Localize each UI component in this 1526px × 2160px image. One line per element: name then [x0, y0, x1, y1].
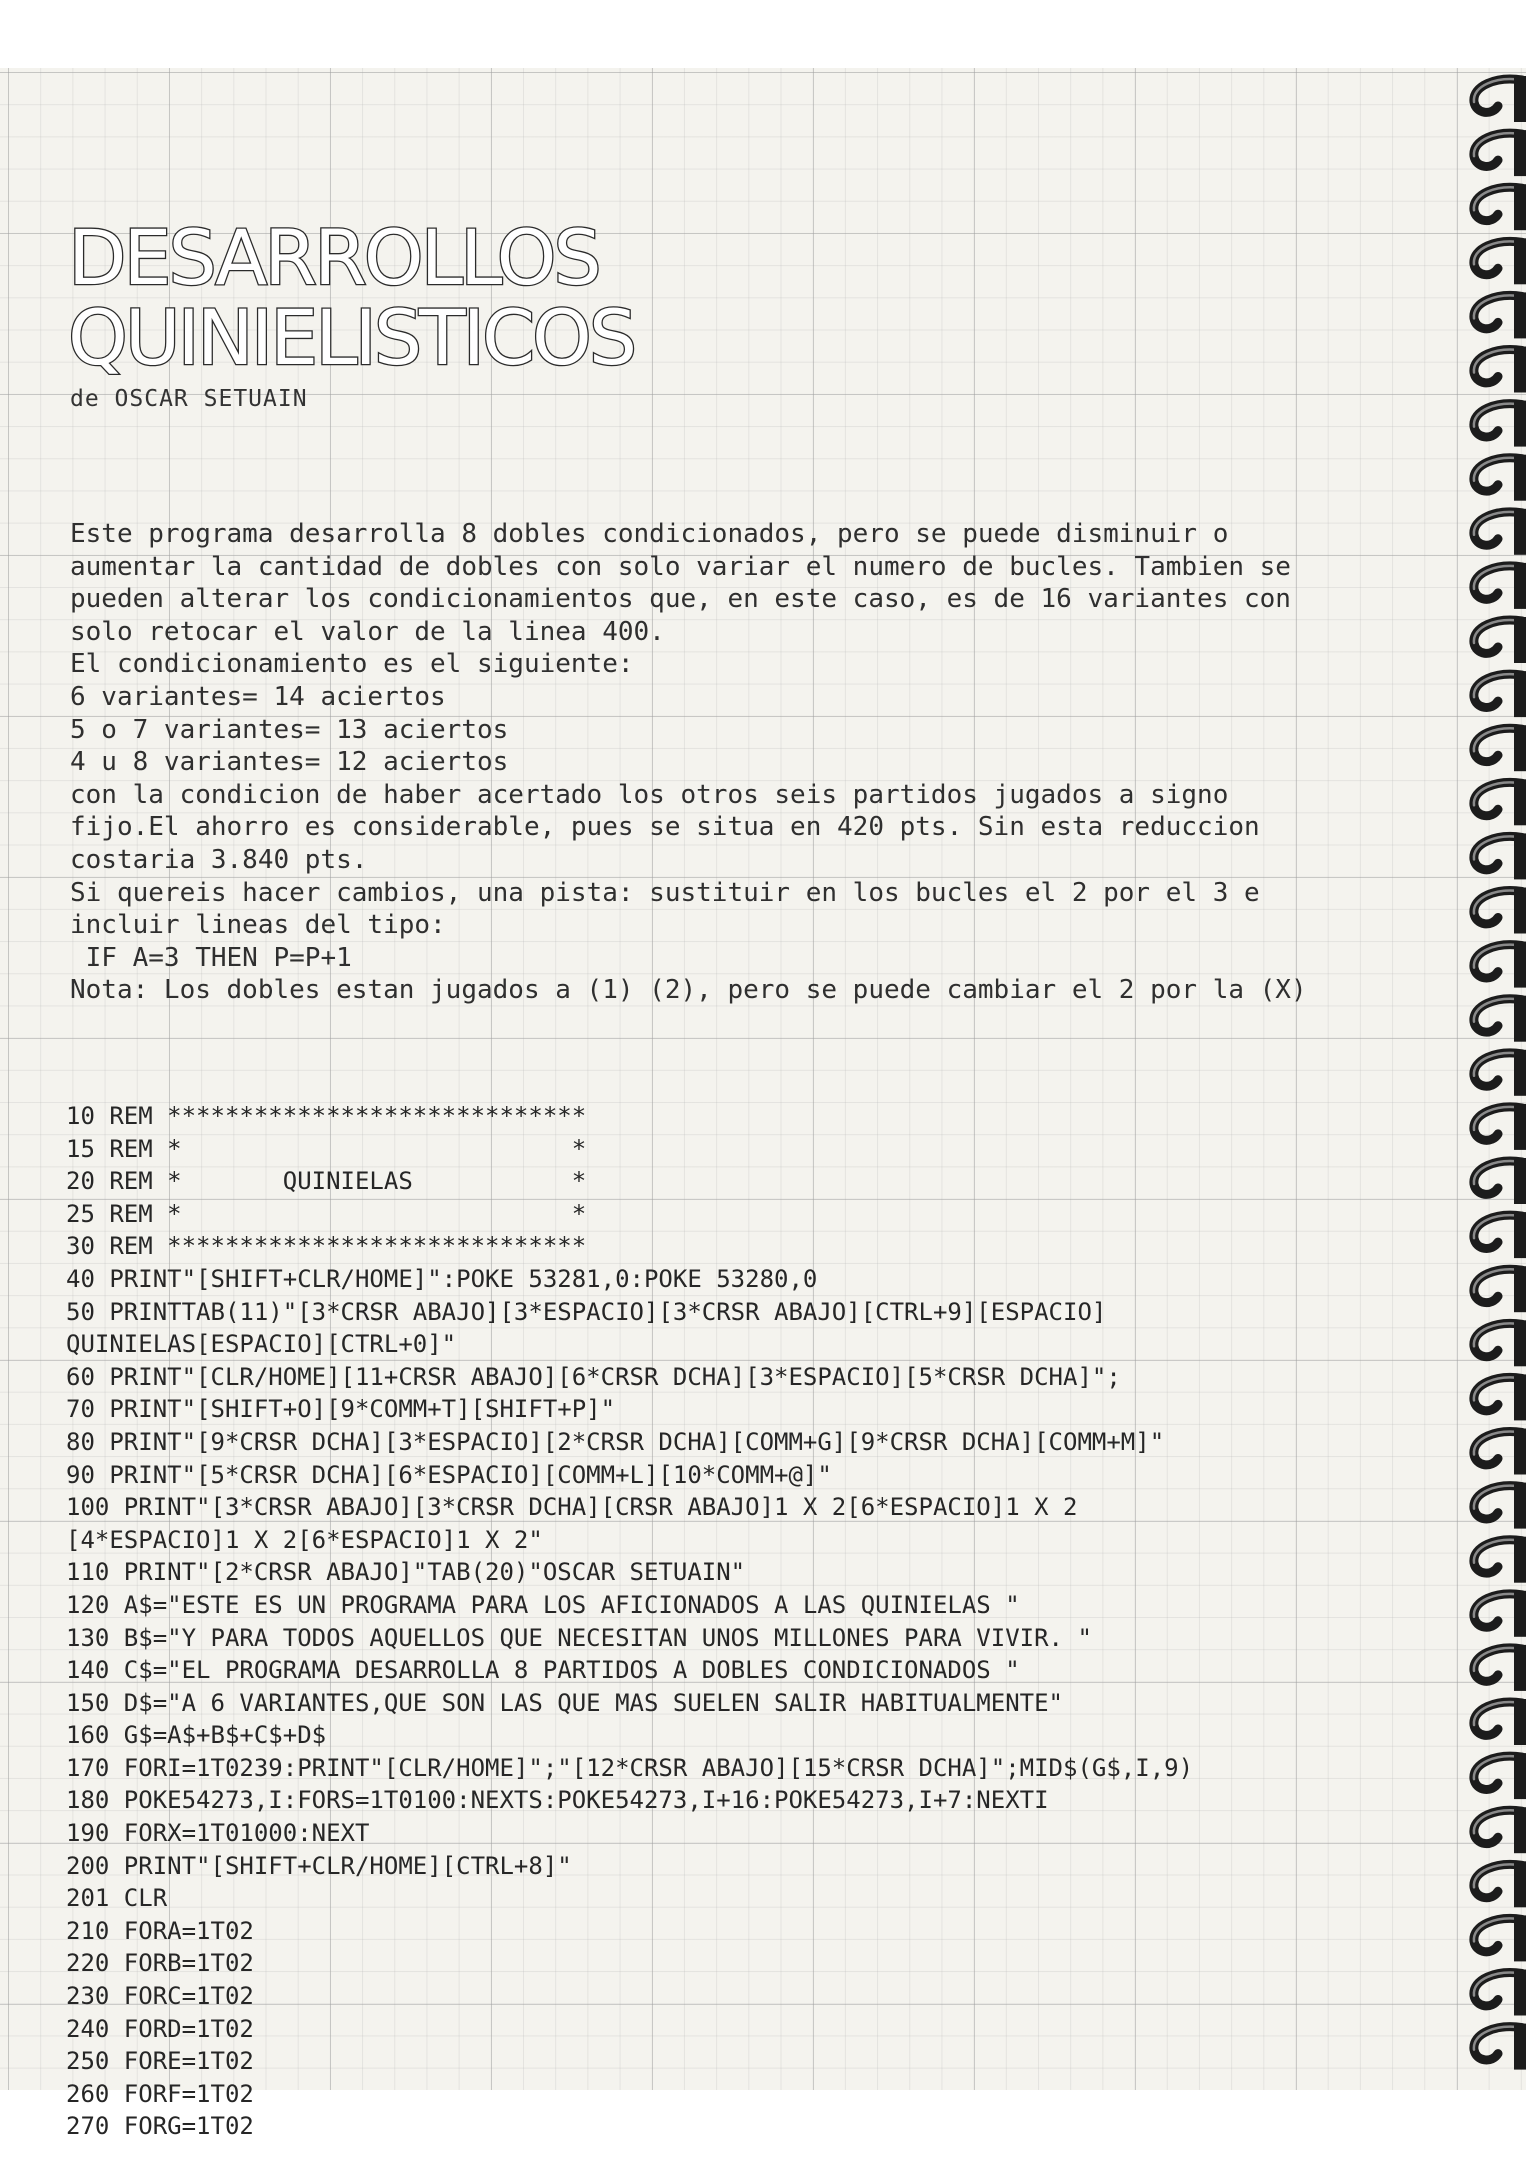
intro-line: con la condicion de haber acertado los otros seis partidos jugados a signo: [70, 779, 1229, 810]
spiral-coil: [1474, 1104, 1526, 1150]
code-line: 120 A$="ESTE ES UN PROGRAMA PARA LOS AFICIONADOS A LAS QUINIELAS ": [66, 1590, 1020, 1619]
spiral-coil: [1474, 725, 1526, 771]
spiral-binding-icon: [1462, 68, 1526, 2090]
spiral-coil: [1474, 184, 1526, 230]
intro-line: costaria 3.840 pts.: [70, 844, 368, 875]
spiral-coil: [1474, 1429, 1526, 1475]
intro-line: fijo.El ahorro es considerable, pues se situa en 420 pts. Sin esta reduccion: [70, 812, 1260, 843]
author-byline: de OSCAR SETUAIN: [70, 386, 308, 412]
code-line: 160 G$=A$+B$+C$+D$: [66, 1721, 327, 1750]
spiral-coil: [1474, 347, 1526, 393]
spiral-coil: [1474, 1483, 1526, 1529]
intro-line: Nota: Los dobles estan jugados a (1) (2), pero se puede cambiar el 2 por la (X): [70, 975, 1307, 1006]
spiral-coil: [1474, 671, 1526, 717]
code-line: 210 FORA=1T02: [66, 1916, 254, 1945]
code-line: 40 PRINT"[SHIFT+CLR/HOME]":POKE 53281,0:POKE 53280,0: [66, 1264, 818, 1293]
code-line: 50 PRINTTAB(11)"[3*CRSR ABAJO][3*ESPACIO][3*CRSR ABAJO][CTRL+9][ESPACIO]: [66, 1297, 1107, 1326]
intro-line: 6 variantes= 14 aciertos: [70, 681, 446, 712]
spiral-coil: [1474, 779, 1526, 825]
code-line: 270 FORG=1T02: [66, 2112, 254, 2141]
spiral-coil: [1474, 1158, 1526, 1204]
spiral-coil: [1474, 130, 1526, 176]
spiral-coil: [1474, 1320, 1526, 1366]
code-line: [4*ESPACIO]1 X 2[6*ESPACIO]1 X 2": [66, 1525, 543, 1554]
intro-paragraph: [70, 518, 1370, 1007]
code-line: 250 FORE=1T02: [66, 2047, 254, 2076]
spiral-coil: [1474, 888, 1526, 934]
code-line: 80 PRINT"[9*CRSR DCHA][3*ESPACIO][2*CRSR DCHA][COMM+G][9*CRSR DCHA][COMM+M]": [66, 1427, 1165, 1456]
code-line: 200 PRINT"[SHIFT+CLR/HOME][CTRL+8]": [66, 1851, 572, 1880]
intro-line: aumentar la cantidad de dobles con solo variar el numero de bucles. Tambien se: [70, 551, 1291, 582]
code-line: 60 PRINT"[CLR/HOME][11+CRSR ABAJO][6*CRSR DCHA][3*ESPACIO][5*CRSR DCHA]";: [66, 1362, 1121, 1391]
spiral-coil: [1474, 1970, 1526, 2016]
spiral-coil: [1474, 401, 1526, 447]
basic-program-listing: [66, 1100, 1406, 2143]
code-line: 130 B$="Y PARA TODOS AQUELLOS QUE NECESITAN UNOS MILLONES PARA VIVIR. ": [66, 1623, 1092, 1652]
spiral-coil: [1474, 942, 1526, 988]
spiral-coil: [1474, 455, 1526, 501]
spiral-coil: [1474, 1915, 1526, 1961]
code-line: QUINIELAS[ESPACIO][CTRL+0]": [66, 1330, 457, 1359]
intro-line: El condicionamiento es el siguiente:: [70, 649, 634, 680]
code-line: 30 REM *****************************: [66, 1232, 587, 1261]
spiral-coil: [1474, 2024, 1526, 2070]
spiral-coil: [1474, 1645, 1526, 1691]
spiral-coil: [1474, 1212, 1526, 1258]
intro-line: pueden alterar los condicionamientos que, en este caso, es de 16 variantes con: [70, 584, 1291, 615]
spiral-coil: [1474, 1266, 1526, 1312]
code-line: 150 D$="A 6 VARIANTES,QUE SON LAS QUE MAS SUELEN SALIR HABITUALMENTE": [66, 1688, 1063, 1717]
spiral-coil: [1474, 76, 1526, 122]
spiral-coil: [1474, 833, 1526, 879]
spiral-coil: [1474, 563, 1526, 609]
spiral-coil: [1474, 238, 1526, 284]
intro-line: IF A=3 THEN P=P+1: [70, 942, 352, 973]
code-line: 260 FORF=1T02: [66, 2079, 254, 2108]
article-title: [68, 213, 635, 382]
code-line: 110 PRINT"[2*CRSR ABAJO]"TAB(20)"OSCAR SETUAIN": [66, 1558, 746, 1587]
title-line-2: QUINIELISTICOS: [68, 293, 635, 382]
code-line: 190 FORX=1T01000:NEXT: [66, 1819, 370, 1848]
intro-line: solo retocar el valor de la linea 400.: [70, 616, 665, 647]
spiral-coil: [1474, 292, 1526, 338]
spiral-coil: [1474, 1591, 1526, 1637]
title-line-1: DESARROLLOS: [68, 213, 599, 302]
intro-line: 5 o 7 variantes= 13 aciertos: [70, 714, 509, 745]
intro-line: 4 u 8 variantes= 12 aciertos: [70, 747, 509, 778]
code-line: 100 PRINT"[3*CRSR ABAJO][3*CRSR DCHA][CRSR ABAJO]1 X 2[6*ESPACIO]1 X 2: [66, 1493, 1078, 1522]
code-line: 25 REM * *: [66, 1199, 587, 1228]
spiral-coil: [1474, 996, 1526, 1042]
code-line: 240 FORD=1T02: [66, 2014, 254, 2043]
code-line: 201 CLR: [66, 1884, 168, 1913]
spiral-coil: [1474, 617, 1526, 663]
spiral-coil: [1474, 1050, 1526, 1096]
code-line: 15 REM * *: [66, 1134, 587, 1163]
code-line: 90 PRINT"[5*CRSR DCHA][6*ESPACIO][COMM+L][10*COMM+@]": [66, 1460, 832, 1489]
intro-line: incluir lineas del tipo:: [70, 910, 446, 941]
code-line: 20 REM * QUINIELAS *: [66, 1167, 587, 1196]
spiral-coil: [1474, 509, 1526, 555]
notebook-page: [0, 68, 1526, 2141]
spiral-coil: [1474, 1537, 1526, 1583]
code-line: 230 FORC=1T02: [66, 1982, 254, 2011]
code-line: 180 POKE54273,I:FORS=1T0100:NEXTS:POKE54273,I+16:POKE54273,I+7:NEXTI: [66, 1786, 1049, 1815]
code-line: 220 FORB=1T02: [66, 1949, 254, 1978]
code-line: 140 C$="EL PROGRAMA DESARROLLA 8 PARTIDOS A DOBLES CONDICIONADOS ": [66, 1656, 1020, 1685]
code-line: 10 REM *****************************: [66, 1102, 587, 1130]
spiral-coil: [1474, 1374, 1526, 1420]
code-line: 70 PRINT"[SHIFT+O][9*COMM+T][SHIFT+P]": [66, 1395, 616, 1424]
spiral-coil: [1474, 1861, 1526, 1907]
code-line: 170 FORI=1T0239:PRINT"[CLR/HOME]";"[12*CRSR ABAJO][15*CRSR DCHA]";MID$(G$,I,9): [66, 1753, 1194, 1782]
intro-line: Si quereis hacer cambios, una pista: sustituir en los bucles el 2 por el 3 e: [70, 877, 1260, 908]
spiral-coil: [1474, 1699, 1526, 1745]
spiral-coil: [1474, 1807, 1526, 1853]
spiral-coil: [1474, 1753, 1526, 1799]
intro-line: Este programa desarrolla 8 dobles condicionados, pero se puede disminuir o: [70, 519, 1229, 549]
